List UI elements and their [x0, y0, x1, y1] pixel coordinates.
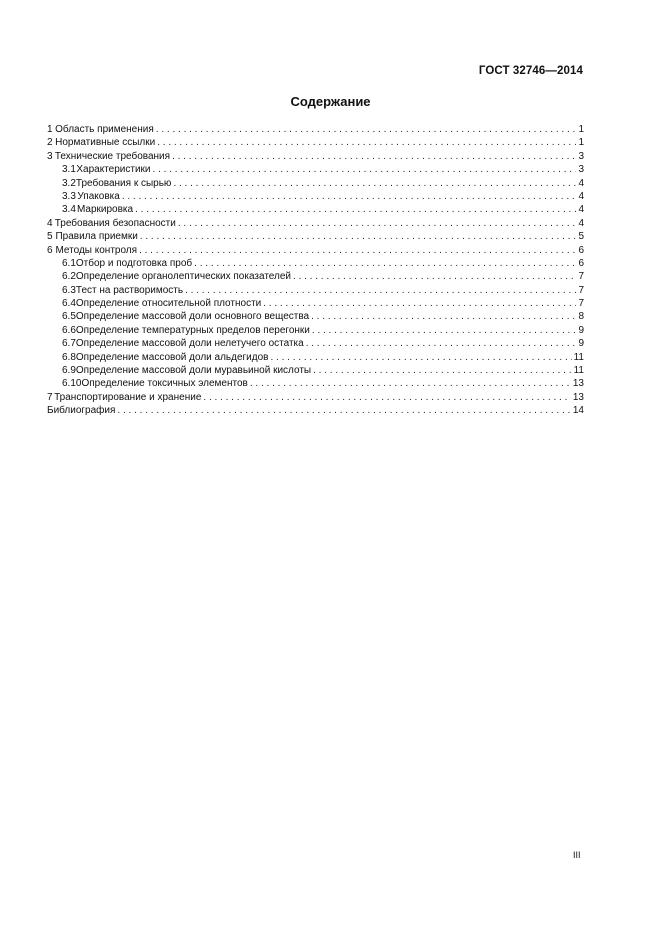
toc-entry[interactable] [47, 284, 584, 297]
toc-entry-page: 11 [573, 351, 584, 363]
toc-entry-label: Определение массовой доли нелетучего остатка [75, 338, 304, 350]
toc-entry-number: 3.3 [62, 190, 76, 202]
toc-entry-number: 6 [47, 244, 53, 256]
toc-dot-leader [139, 244, 576, 257]
toc-entry-page: 5 [578, 231, 584, 243]
toc-entry-page: 7 [578, 284, 584, 296]
toc-dot-leader [270, 351, 571, 364]
toc-entry[interactable] [47, 123, 584, 136]
toc-entry-number: 6.3 [62, 284, 76, 296]
toc-entry-label: Область применения [55, 124, 154, 135]
toc-entry-page: 4 [578, 177, 584, 189]
toc-entry-number: 4 [47, 217, 53, 229]
toc-dot-leader [172, 150, 576, 163]
toc-entry-label: Нормативные ссылки [55, 137, 156, 149]
toc-entry-label: Определение органолептических показателей [75, 271, 292, 283]
toc-entry-page: 6 [578, 257, 584, 269]
toc-entry-number: 6.2 [62, 271, 76, 283]
toc-entry[interactable] [47, 324, 584, 337]
toc-entry-label: Определение массовой доли муравьиной кислоты [75, 365, 312, 377]
toc-dot-leader [153, 163, 577, 176]
toc-dot-leader [157, 136, 576, 149]
toc-entry[interactable] [47, 377, 584, 390]
toc-entry-number: 3 [47, 150, 53, 162]
toc-entry-label: Маркировка [76, 204, 134, 216]
toc-entry-label: Транспортирование и хранение [54, 391, 202, 403]
toc-dot-leader [306, 337, 577, 350]
toc-entry-page: 1 [578, 137, 584, 149]
toc-entry-page: 9 [578, 324, 584, 336]
toc-entry-label: Определение относительной плотности [75, 298, 262, 310]
table-of-contents [47, 123, 584, 418]
toc-dot-leader [117, 404, 570, 417]
toc-entry-number: 6.7 [62, 338, 76, 350]
toc-entry-page: 7 [578, 298, 584, 310]
toc-entry-number: 6.4 [62, 298, 76, 310]
toc-entry-number: 3.4 [62, 204, 76, 216]
toc-entry[interactable] [47, 337, 584, 350]
toc-entry[interactable] [47, 230, 584, 243]
toc-entry[interactable] [47, 244, 584, 257]
toc-entry-page: 9 [578, 338, 584, 350]
toc-entry[interactable] [47, 391, 584, 404]
toc-dot-leader [185, 284, 576, 297]
toc-dot-leader [312, 324, 577, 337]
toc-entry[interactable] [47, 404, 584, 417]
toc-entry-number: 2 [47, 137, 53, 149]
toc-entry-page: 7 [578, 271, 584, 283]
toc-entry[interactable] [47, 136, 584, 149]
toc-entry-page: 3 [578, 150, 584, 162]
toc-entry-label: Определение массовой доли основного вещества [75, 311, 310, 323]
toc-entry-number: 3.2 [62, 177, 76, 189]
toc-entry-page: 3 [578, 164, 584, 176]
toc-dot-leader [173, 177, 576, 190]
toc-entry-number: 1 [47, 124, 53, 135]
toc-entry[interactable] [47, 364, 584, 377]
toc-entry-page: 4 [578, 204, 584, 216]
toc-entry-number: 7 [47, 391, 53, 403]
toc-entry-label: Тест на растворимость [75, 284, 184, 296]
toc-entry[interactable] [47, 297, 584, 310]
toc-entry-number: 6.9 [62, 365, 76, 377]
toc-entry[interactable] [47, 203, 584, 216]
toc-dot-leader [263, 297, 576, 310]
toc-dot-leader [156, 123, 577, 136]
toc-dot-leader [313, 364, 572, 377]
toc-entry[interactable] [47, 351, 584, 364]
toc-entry[interactable] [47, 217, 584, 230]
toc-entry[interactable] [47, 310, 584, 323]
toc-entry-page: 13 [572, 378, 584, 390]
toc-dot-leader [178, 217, 577, 230]
toc-entry[interactable] [47, 270, 584, 283]
toc-entry-page: 13 [572, 391, 584, 403]
toc-entry-label: Требования безопасности [54, 217, 176, 229]
toc-dot-leader [122, 190, 577, 203]
toc-entry-label: Определение массовой доли альдегидов [75, 351, 269, 363]
toc-entry-label: Технические требования [54, 150, 171, 162]
toc-entry-page: 4 [578, 190, 584, 202]
toc-entry-number: 6.6 [62, 324, 76, 336]
toc-entry[interactable] [47, 163, 584, 176]
toc-entry-page: 14 [572, 405, 584, 417]
toc-entry-number: 6.8 [62, 351, 76, 363]
toc-dot-leader [203, 391, 570, 404]
toc-entry-page: 6 [578, 244, 584, 256]
toc-entry-label: Методы контроля [55, 244, 138, 256]
toc-dot-leader [311, 310, 576, 323]
toc-dot-leader [194, 257, 576, 270]
toc-entry-label: Отбор и подготовка проб [75, 257, 193, 269]
toc-entry[interactable] [47, 150, 584, 163]
toc-entry-label: Упаковка [77, 190, 120, 202]
toc-entry-number: 6.5 [62, 311, 76, 323]
toc-entry-label: Правила приемки [55, 231, 138, 243]
toc-dot-leader [250, 377, 571, 390]
toc-entry-page: 1 [578, 124, 584, 135]
toc-dot-leader [135, 203, 576, 216]
toc-entry-number: 6.1 [62, 257, 76, 269]
toc-entry-page: 4 [578, 217, 584, 229]
toc-entry-page: 11 [573, 365, 584, 377]
document-header-code: ГОСТ 32746—2014 [478, 65, 583, 77]
toc-entry-page: 8 [578, 311, 584, 323]
toc-entry[interactable] [47, 177, 584, 190]
toc-entry-number: 6.10 [62, 378, 82, 390]
toc-entry-number: 5 [47, 231, 53, 243]
toc-entry[interactable] [47, 257, 584, 270]
toc-entry-number: 3.1 [62, 164, 76, 176]
toc-entry[interactable] [47, 190, 584, 203]
toc-entry-label: Характеристики [76, 164, 151, 176]
toc-entry-label: Определение токсичных элементов [81, 378, 248, 390]
toc-entry-label: Библиография [47, 405, 116, 417]
toc-dot-leader [140, 230, 577, 243]
toc-entry-label: Требования к сырью [75, 177, 172, 189]
toc-dot-leader [293, 270, 576, 283]
page-number: III [573, 850, 581, 860]
page-title: Содержание [290, 94, 371, 109]
toc-entry-label: Определение температурных пределов перегонки [75, 324, 310, 336]
